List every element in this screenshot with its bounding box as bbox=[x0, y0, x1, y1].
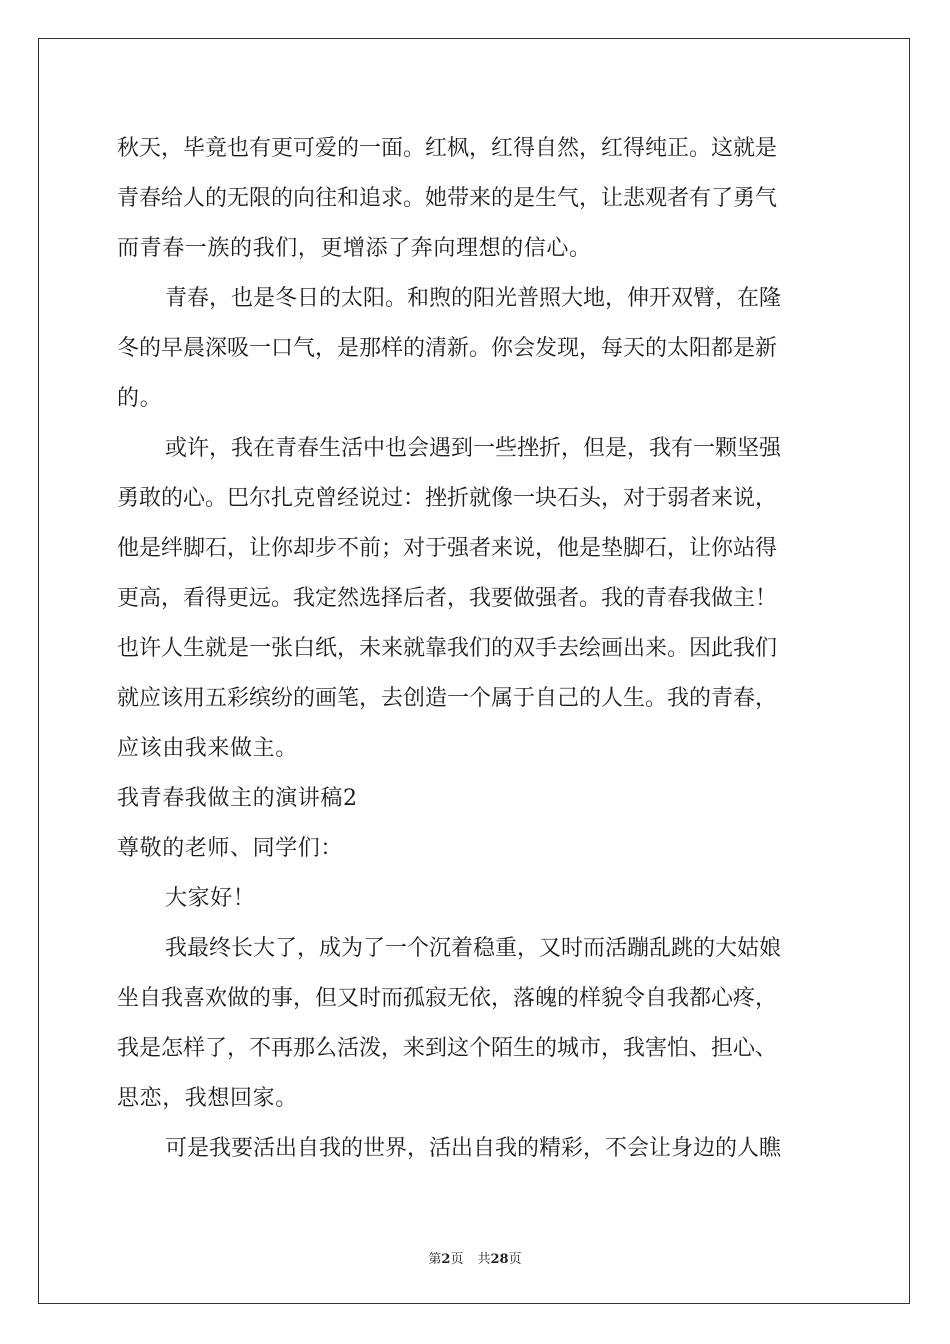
text-line: 而青春一族的我们，更增添了奔向理想的信心。 bbox=[117, 236, 592, 261]
text-line: 青春给人的无限的向往和追求。她带来的是生气，让悲观者有了勇气 bbox=[117, 186, 778, 211]
text-line: 青春，也是冬日的太阳。和煦的阳光普照大地，伸开双臂，在隆 bbox=[165, 286, 782, 311]
page-footer bbox=[0, 1248, 950, 1267]
text-line: 应该由我来做主。 bbox=[117, 736, 298, 761]
text-line: 可是我要活出自我的世界，活出自我的精彩，不会让身边的人瞧 bbox=[165, 1136, 782, 1161]
text-line: 的。 bbox=[117, 386, 163, 411]
total-pages: 28 bbox=[490, 1252, 509, 1267]
text-line: 我是怎样了，不再那么活泼，来到这个陌生的城市，我害怕、担心、 bbox=[117, 1036, 778, 1061]
document-body bbox=[117, 124, 833, 1174]
text-line: 或许，我在青春生活中也会遇到一些挫折，但是，我有一颗坚强 bbox=[165, 436, 782, 461]
total-prefix: 共 bbox=[477, 1252, 491, 1267]
text-line: 他是绊脚石，让你却步不前；对于强者来说，他是垫脚石，让你站得 bbox=[117, 536, 778, 561]
text-line: 勇敢的心。巴尔扎克曾经说过：挫折就像一块石头，对于弱者来说， bbox=[117, 486, 778, 511]
text-line: 思恋，我想回家。 bbox=[117, 1086, 298, 1111]
text-line: 大家好！ bbox=[165, 886, 256, 911]
text-line: 我最终长大了，成为了一个沉着稳重，又时而活蹦乱跳的大姑娘 bbox=[165, 936, 782, 961]
text-line: 秋天，毕竟也有更可爱的一面。红枫，红得自然，红得纯正。这就是 bbox=[117, 136, 778, 161]
page-prefix: 第 bbox=[428, 1252, 442, 1267]
text-line: 尊敬的老师、同学们： bbox=[117, 836, 344, 861]
text-line: 更高，看得更远。我定然选择后者，我要做强者。我的青春我做主！ bbox=[117, 586, 778, 611]
total-suffix: 页 bbox=[508, 1252, 522, 1267]
text-line: 也许人生就是一张白纸，未来就靠我们的双手去绘画出来。因此我们 bbox=[117, 636, 778, 661]
text-line: 就应该用五彩缤纷的画笔，去创造一个属于自己的人生。我的青春， bbox=[117, 686, 778, 711]
page-suffix: 页 bbox=[450, 1252, 464, 1267]
text-line: 冬的早晨深吸一口气，是那样的清新。你会发现，每天的太阳都是新 bbox=[117, 336, 778, 361]
text-line: 坐自我喜欢做的事，但又时而孤寂无依，落魄的样貌令自我都心疼， bbox=[117, 986, 778, 1011]
text-line: 我青春我做主的演讲稿2 bbox=[117, 786, 358, 811]
page-number: 2 bbox=[441, 1252, 451, 1267]
